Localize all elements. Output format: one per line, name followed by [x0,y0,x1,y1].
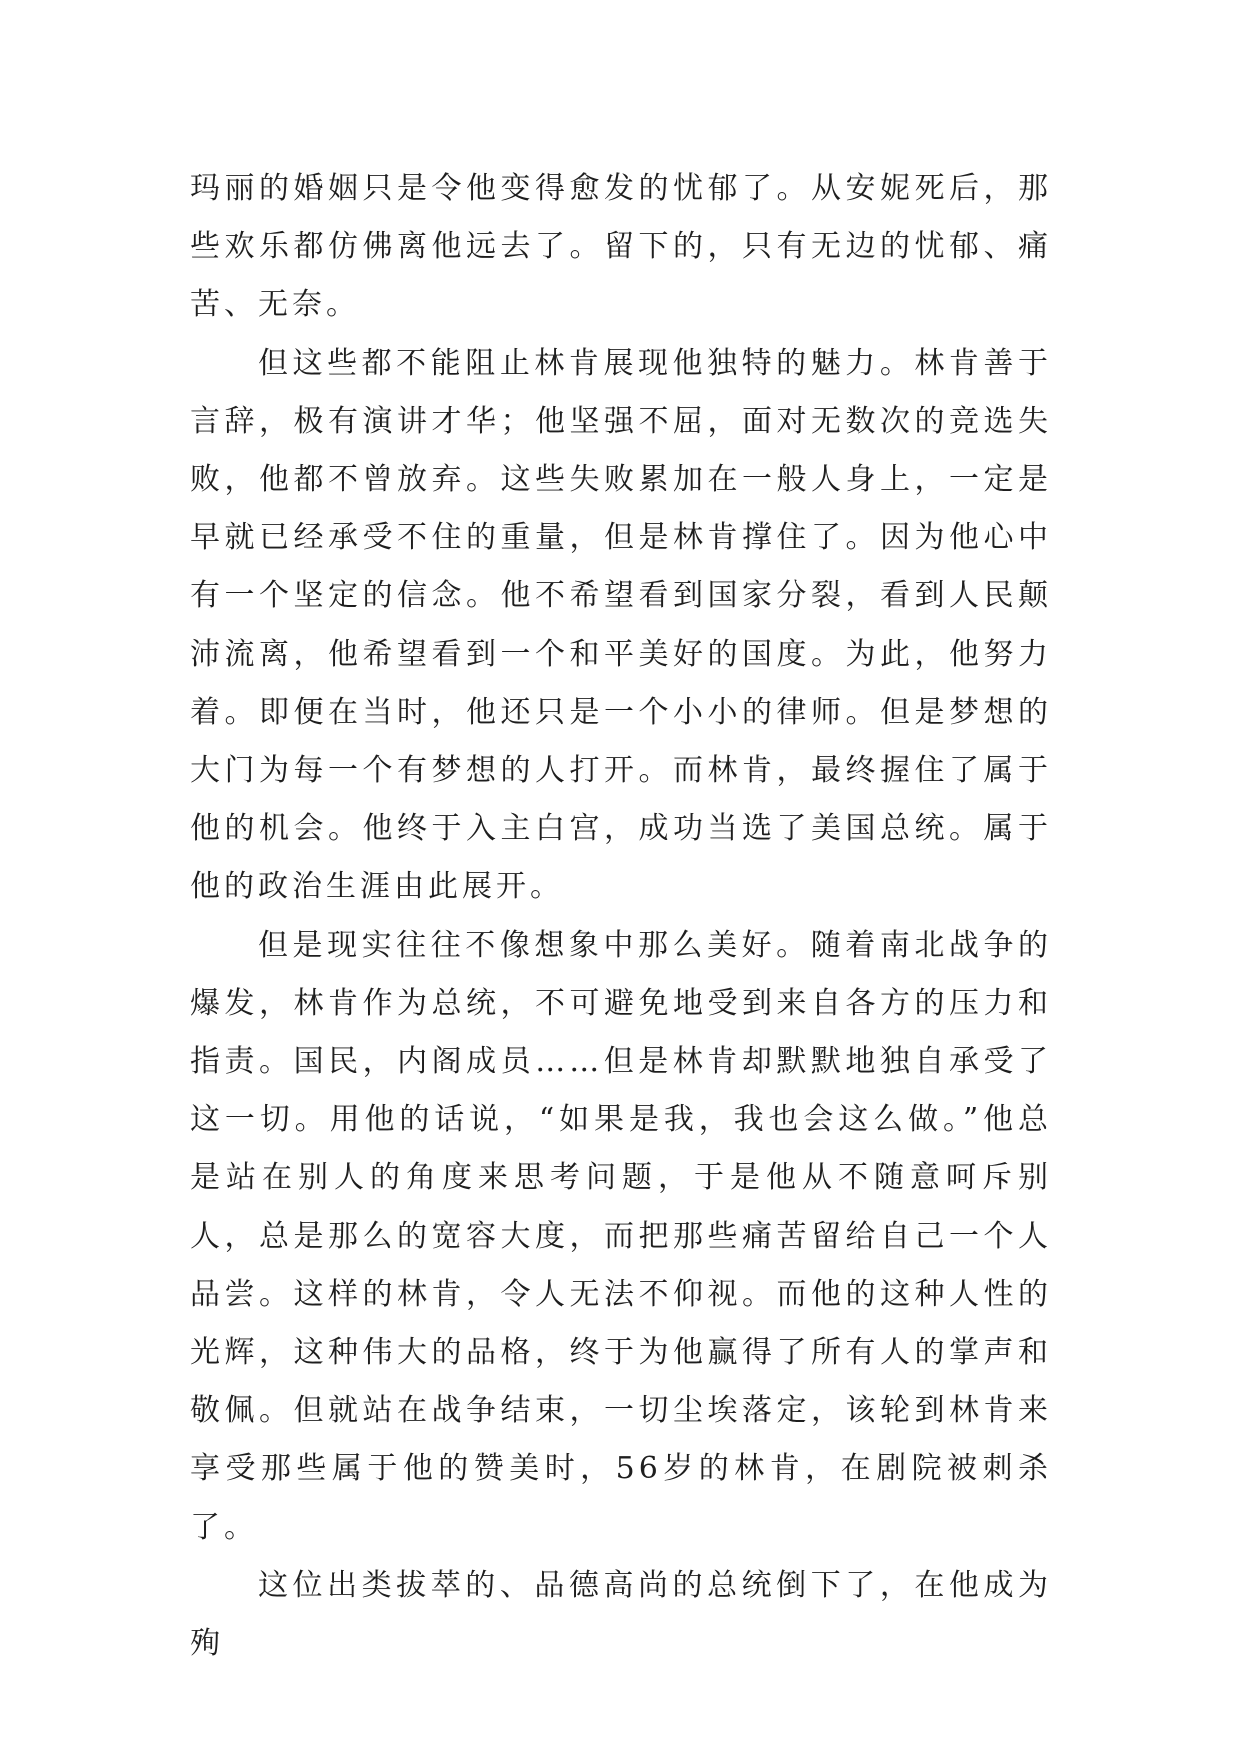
paragraph-1: 玛丽的婚姻只是令他变得愈发的忧郁了。从安妮死后，那些欢乐都仿佛离他远去了。留下的，只有无边的忧郁、痛苦、无奈。 [190,171,1052,323]
paragraph-4: 这位出类拔萃的、品德高尚的总统倒下了，在他成为殉 [190,1567,1052,1662]
paragraph-2: 但这些都不能阻止林肯展现他独特的魅力。林肯善于言辞，极有演讲才华；他坚强不屈，面对无数次的竞选失败，他都不曾放弃。这些失败累加在一般人身上，一定是早就已经承受不住的重量，但是林肯撑住了。因为他心中有一个坚定的信念。他不希望看到国家分裂，看到人民颠沛流离，他希望看到一个和平美好的国度。为此，他努力着。即便在当时，他还只是一个小小的律师。但是梦想的大门为每一个有梦想的人打开。而林肯，最终握住了属于他的机会。他终于入主白宫，成功当选了美国总统。属于他的政治生涯由此展开。 [190,345,1052,905]
document-body [190,160,1052,1673]
paragraph-3: 但是现实往往不像想象中那么美好。随着南北战争的爆发，林肯作为总统，不可避免地受到来自各方的压力和指责。国民，内阁成员……但是林肯却默默地独自承受了这一切。用他的话说，“如果是我，我也会这么做。”他总是站在别人的角度来思考问题，于是他从不随意呵斥别人，总是那么的宽容大度，而把那些痛苦留给自己一个人品尝。这样的林肯，令人无法不仰视。而他的这种人性的光辉，这种伟大的品格，终于为他赢得了所有人的掌声和敬佩。但就站在战争结束，一切尘埃落定，该轮到林肯来享受那些属于他的赞美时，56岁的林肯，在剧院被刺杀了。 [190,927,1052,1545]
